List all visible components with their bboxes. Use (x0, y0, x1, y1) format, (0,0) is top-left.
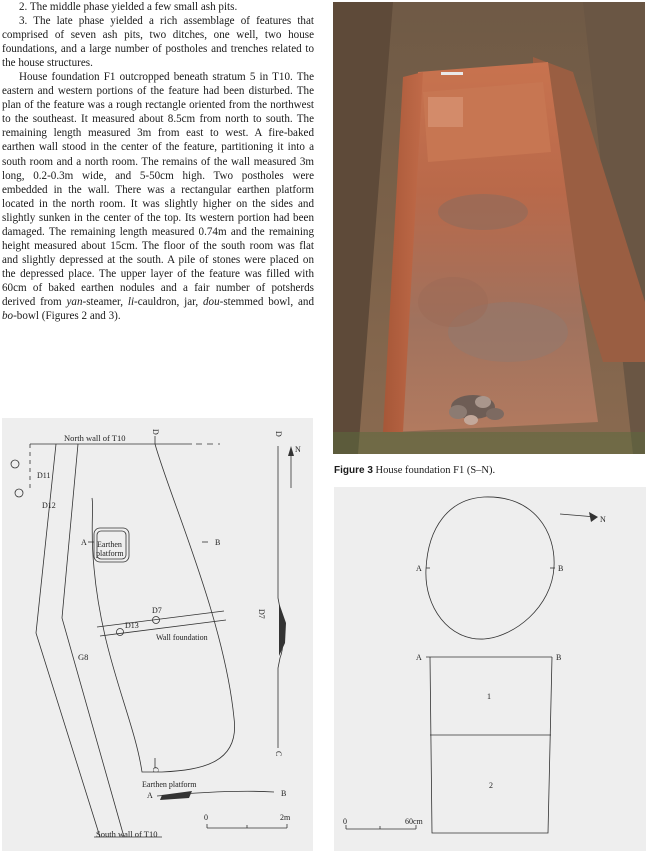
wall-foundation-label: Wall foundation (156, 633, 208, 642)
term-dou: dou (202, 295, 220, 308)
section-a-label: A (416, 653, 422, 662)
north-arrow-label: N (600, 515, 606, 524)
text-run: -steamer, (82, 295, 128, 308)
text-run: House foundation F1 outcropped beneath stratum 5 in T10. The eastern and western portions of the feature had been disturbed. The plan of the feature was a rough rectangle oriented from the northwest to the southeast. It measured about 8.5cm from north to south. The remaining length measured 3m from east to west. A fire-baked earthen wall stood in the center of the feature, partitioning it into a south room and a north room. The remains of the wall measured 3m long, 0.2-0.3m wide, and 5-50cm high. Two postholes were embedded in the wall. There was a rectangular earthen platform located in the north room. It was slightly higher on the sides and slightly sunken in the center of the top. Its western portion had been damaged. The remaining length measured 0.74m and the remaining height measured about 15cm. The floor of the south room was flat and slightly depressed at the south. A pile of stones were placed on the depressed place. The upper layer of the feature was filled with 60cm of baked earthen nodules and a fair number of potsherds derived from (2, 71, 314, 308)
section-b-label: B (215, 538, 221, 547)
earthen-platform-label-1: Earthen (97, 540, 122, 549)
scale-end-label: 60cm (405, 817, 423, 826)
text-run: -stemmed bowl, and (219, 295, 314, 308)
term-bo: bo (2, 310, 14, 323)
south-wall-label: South wall of T10 (96, 829, 158, 839)
section-d-top-label: D (151, 429, 160, 435)
paragraph-house-foundation (2, 70, 314, 323)
term-li: li (127, 295, 135, 308)
figure-label: Figure 3 (334, 465, 373, 476)
earthen-platform-section-label: Earthen platform (142, 780, 197, 789)
section-b-bottom-label: B (281, 789, 287, 798)
body-text (2, 0, 314, 323)
d11-label: D11 (37, 471, 51, 480)
paragraph-middle-phase: 2. The middle phase yielded a few small ash pits. (19, 1, 238, 13)
figure3-photo (333, 2, 645, 454)
paragraph-late-phase: 3. The late phase yielded a rich assemblage of features that comprised of seven ash pits, two ditches, one well, two house foundations, and a large number of postholes and trenches related to the house structures. (2, 15, 314, 70)
layer-1-label: 1 (487, 692, 491, 701)
d7-section-label: D7 (257, 609, 266, 619)
scale-zero-label: 0 (204, 813, 208, 822)
ash-pit-drawing (334, 487, 646, 851)
section-c-label: C (151, 767, 160, 773)
plan-svg (2, 418, 313, 851)
plan-b-label: B (558, 564, 564, 573)
section-d-right-label: D (274, 431, 283, 437)
ash-pit-svg (334, 487, 646, 851)
d12-label: D12 (42, 501, 56, 510)
section-c-right-label: C (274, 751, 283, 757)
figure3-caption (334, 464, 646, 477)
north-wall-label: North wall of T10 (64, 433, 126, 443)
layer-2-label: 2 (489, 781, 493, 790)
north-arrow-label: N (295, 445, 301, 454)
g8-label: G8 (78, 652, 89, 662)
scale-end-label: 2m (280, 813, 291, 822)
text-run: -bowl (Figures 2 and 3). (13, 310, 121, 323)
d13-label: D13 (125, 621, 139, 630)
earthen-platform-label-2: platform (96, 549, 124, 558)
term-yan: yan (66, 295, 83, 308)
d7-label: D7 (152, 606, 162, 615)
plan-a-label: A (416, 564, 422, 573)
figure-caption-text: House foundation F1 (S–N). (375, 465, 496, 476)
plan-drawing-f1 (2, 418, 313, 851)
section-b-label: B (556, 653, 562, 662)
scale-zero-label: 0 (343, 817, 347, 826)
section-a-label: A (81, 538, 87, 547)
text-run: -cauldron, jar, (134, 295, 203, 308)
section-a-bottom-label: A (147, 791, 153, 800)
excavation-photo (333, 2, 645, 454)
